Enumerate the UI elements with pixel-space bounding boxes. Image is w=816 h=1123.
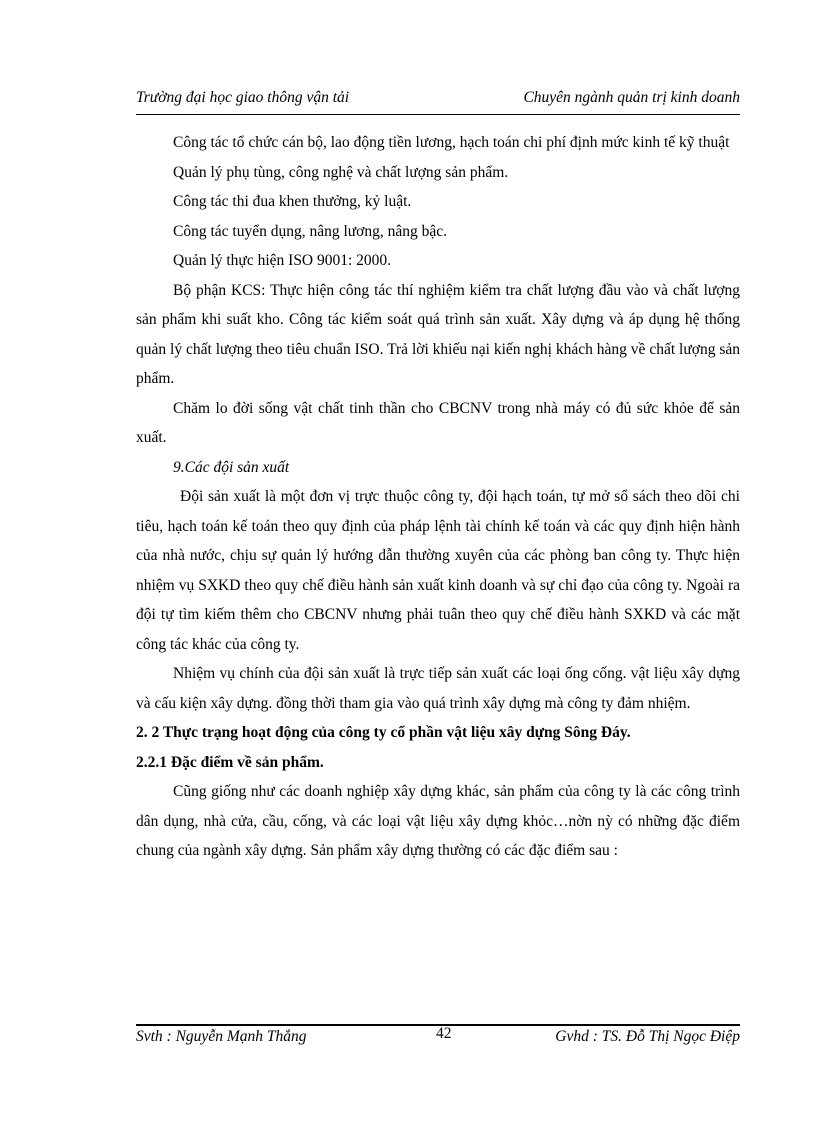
header-rule <box>136 114 740 115</box>
footer-advisor: Gvhd : TS. Đỗ Thị Ngọc Điệp <box>555 1028 740 1045</box>
page-number: 42 <box>436 1025 452 1042</box>
paragraph: Công tác thi đua khen thưởng, kỷ luật. <box>173 193 412 210</box>
section-heading-status: 2. 2 Thực trạng hoạt động của công ty cổ phần vật liệu xây dựng Sông Đáy. <box>136 724 631 741</box>
subsection-heading-products: 2.2.1 Đặc điểm về sản phẩm. <box>136 753 324 771</box>
paragraph: Cũng giống như các doanh nghiệp xây dựng khác, sản phẩm của công ty là các công trình dân dụng, nhà cửa, cầu, cống, và các loại vật liệu xây dựng khỏc…nờn nỳ có những đặc điểm chung của ngành xây dựng. Sản phẩm xây dựng thường có các đặc điểm sau : <box>136 783 740 859</box>
header-school: Trường đại học giao thông vận tải <box>136 89 350 106</box>
document-body <box>136 128 740 866</box>
header-major: Chuyên ngành quản trị kinh doanh <box>523 89 740 106</box>
paragraph: Công tác tuyển dụng, nâng lương, nâng bậc. <box>173 222 448 240</box>
section-heading-teams: 9.Các đội sản xuất <box>173 458 290 476</box>
page-header <box>136 89 740 111</box>
footer-student: Svth : Nguyễn Mạnh Thắng <box>136 1028 307 1045</box>
paragraph: Công tác tổ chức cán bộ, lao động tiền lương, hạch toán chi phí định mức kinh tế kỹ thuật <box>173 134 730 151</box>
paragraph: Đội sản xuất là một đơn vị trực thuộc công ty, đội hạch toán, tự mở sổ sách theo dõi chi tiêu, hạch toán kế toán theo quy định của pháp lệnh tài chính kế toán và các quy định hiện hành của nhà nước, chịu sự quản lý hướng dẫn thường xuyên của các phòng ban công ty. Thực hiện nhiệm vụ SXKD theo quy chế điều hành sản xuất kinh doanh và sự chỉ đạo của công ty. Ngoài ra đội tự tìm kiếm thêm cho CBCNV nhưng phải tuân theo quy chế điều hành SXKD và các mặt công tác khác của công ty. <box>136 488 740 653</box>
page-footer <box>136 1025 740 1050</box>
paragraph: Quản lý phụ tùng, công nghệ và chất lượng sản phẩm. <box>173 163 509 181</box>
paragraph: Chăm lo đời sống vật chất tinh thần cho CBCNV trong nhà máy có đủ sức khỏe để sản xuất. <box>136 399 740 446</box>
paragraph: Nhiệm vụ chính của đội sản xuất là trực tiếp sản xuất các loại ống cống. vật liệu xây dựng và cấu kiện xây dựng. đồng thời tham gia vào quá trình xây dựng mà công ty đảm nhiệm. <box>136 665 740 712</box>
paragraph: Quản lý thực hiện ISO 9001: 2000. <box>173 252 392 269</box>
paragraph: Bộ phận KCS: Thực hiện công tác thí nghiệm kiểm tra chất lượng đầu vào và chất lượng sản phẩm khi suất kho. Công tác kiểm soát quá trình sản xuất. Xây dựng và áp dụng hệ thống quản lý chất lượng theo tiêu chuẩn ISO. Trả lời khiếu nại kiến nghị khách hàng về chất lượng sản phẩm. <box>136 281 740 387</box>
